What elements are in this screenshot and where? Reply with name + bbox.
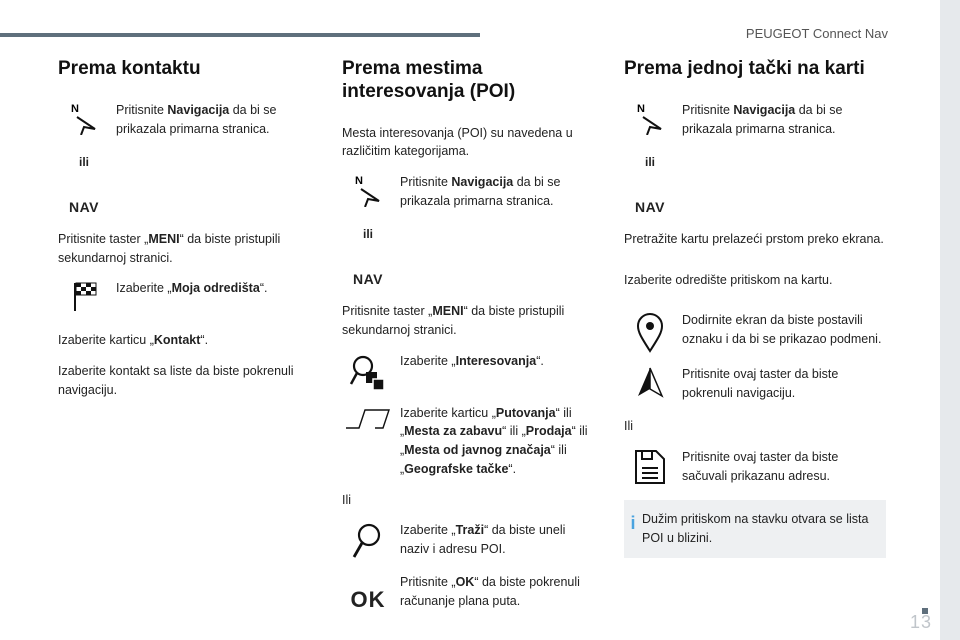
header-rule [0,33,480,37]
step-start-navigation: Pritisnite ovaj taster da biste pokrenuli navigaciju. [624,365,886,405]
search-icon [348,521,388,561]
compass-north-icon [635,101,665,135]
compass-north-icon [353,173,383,207]
svg-text:N: N [355,175,363,188]
tab-outline-icon [345,404,391,432]
step-select-contact: Izaberite kontakt sa liste da biste pokrenuli navigaciju. [58,364,294,397]
or-label: ili [362,227,373,242]
page-header-title: PEUGEOT Connect Nav [745,26,888,41]
navigation-icon-group [58,101,110,218]
step-place-marker: Dodirnite ekran da biste postavili oznaku i da bi se prikazao podmeni. [624,311,886,353]
or-label: ili [644,154,655,169]
heading-map-point: Prema jednoj tački na karti [624,58,865,79]
column-map-point [624,58,886,558]
step-category-tabs: Izaberite karticu „Putovanja“ ili „Mesta za zabavu“ ili „Prodaja“ ili „Mesta od javnog značaja“ ili „Geografske tačke“. [342,404,592,479]
step-contact-tab: Izaberite karticu „Kontakt“. [58,333,209,348]
column-contact [58,58,308,412]
or-label: Ili [624,419,634,434]
step-select-destination: Izaberite odredište pritiskom na kartu. [624,272,833,287]
step-interests: Izaberite „Interesovanja“. [342,352,592,392]
svg-text:N: N [637,102,645,115]
side-margin-strip [940,0,960,640]
bold-navigacija: Navigacija [167,102,230,117]
page-number: 13 [909,612,932,632]
step-menu: Pritisnite taster „MENI“ da biste pristupili sekundarnoj stranici. [58,231,281,265]
compass-north-icon [69,101,99,135]
nav-button-label: NAV [68,198,100,215]
step-save-address: Pritisnite ovaj taster da biste sačuvali prikazanu adresu. [624,448,886,488]
or-label: Ili [342,492,352,507]
navigation-arrow-icon [635,365,665,399]
step-swipe-map: Pretražite kartu prelazeći prstom preko ekrana. [624,231,884,246]
checkered-flag-icon [69,279,99,313]
ok-button-label: OK [350,586,386,612]
info-icon: i [630,513,636,534]
svg-text:N: N [71,102,79,115]
step-destinations: Izaberite „Moja odredišta“. [58,279,308,319]
nav-button-label: NAV [634,198,666,215]
info-note-text: Dužim pritiskom na stavku otvara se lista POI u blizini. [642,512,869,545]
save-icon [633,448,667,486]
step-ok: OK Pritisnite „OK“ da biste pokrenuli računanje plana puta. [342,573,592,619]
step-search: Izaberite „Traži“ da biste uneli naziv i adresu POI. [342,521,592,561]
step-navigation: N ili NAV Pritisnite Navigacija da bi se prikazala primarna stranica. [58,101,308,218]
or-label: ili [78,154,89,169]
map-pin-icon [635,311,665,353]
step-navigation: N ili NAV Pritisnite Navigacija da bi se prikazala primarna stranica. [342,173,592,290]
nav-button-label: NAV [352,271,384,288]
poi-intro: Mesta interesovanja (POI) su navedena u različitim kategorijama. [342,125,573,159]
heading-poi: Prema mestima interesovanja (POI) [342,58,516,102]
info-note [624,500,886,558]
heading-contact: Prema kontaktu [58,58,201,79]
column-poi [342,58,592,631]
search-poi-icon [348,352,388,392]
step-navigation: N ili NAV Pritisnite Navigacija da bi se prikazala primarna stranica. [624,101,886,218]
step-menu: Pritisnite taster „MENI“ da biste pristupili sekundarnoj stranici. [342,304,565,337]
